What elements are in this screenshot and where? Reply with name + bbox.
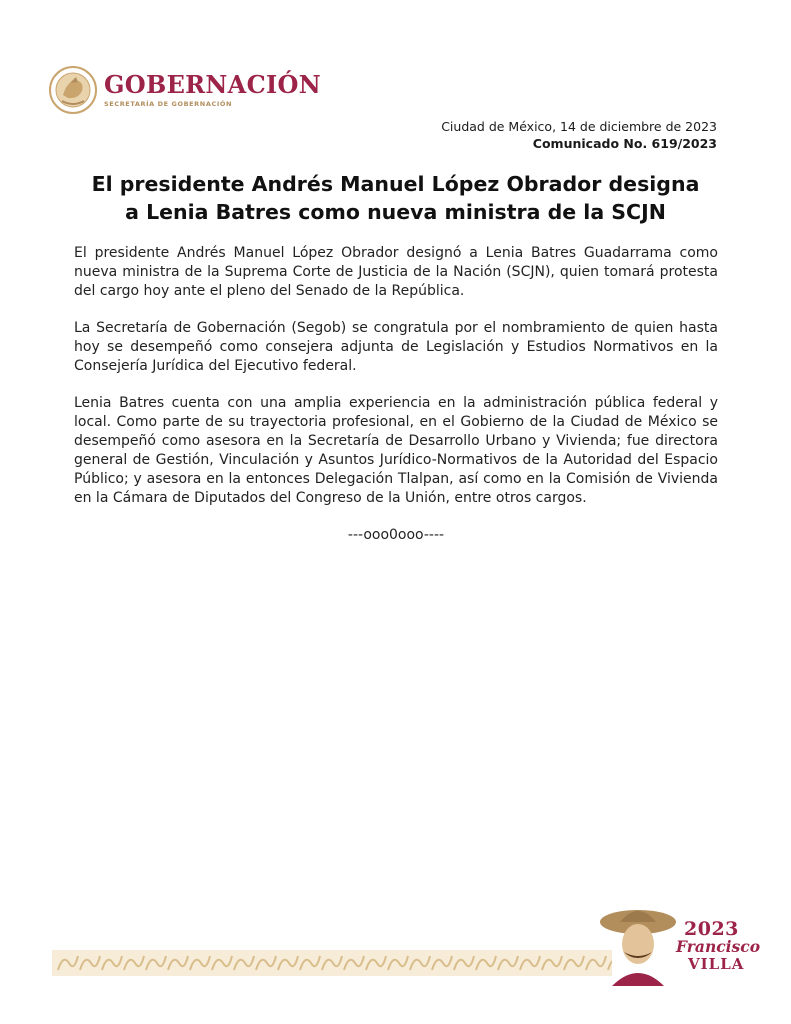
ministry-logo-subtitle: SECRETARÍA DE GOBERNACIÓN bbox=[104, 100, 232, 108]
anniversary-year: 2023 bbox=[684, 918, 739, 940]
paragraph-1: El presidente Andrés Manuel López Obrador designó a Lenia Batres Guadarrama como nueva ministra de la Suprema Corte de Justicia de la Nación (SCJN), quien tomará protesta del cargo hoy ante el pleno del Senado de la República. bbox=[74, 245, 718, 299]
press-release-title bbox=[60, 170, 731, 226]
anniversary-surname: VILLA bbox=[688, 955, 745, 973]
paragraph-2: La Secretaría de Gobernación (Segob) se congratula por el nombramiento de quien hasta hoy se desempeñó como consejera adjunta de Legislación y Estudios Normativos en la Consejería Jurídica del Ejecutivo federal. bbox=[74, 320, 718, 374]
release-number: Comunicado No. 619/2023 bbox=[532, 136, 717, 151]
release-meta bbox=[441, 118, 717, 152]
letterhead bbox=[48, 62, 321, 118]
title-line-1: El presidente Andrés Manuel López Obrador designa bbox=[91, 172, 700, 196]
closing-mark: ---ooo0ooo---- bbox=[347, 527, 445, 543]
anniversary-name: Francisco bbox=[676, 937, 761, 956]
title-line-2: a Lenia Batres como nueva ministra de la SCJN bbox=[125, 200, 666, 224]
press-release-body bbox=[74, 244, 718, 545]
decorative-pattern-border-icon bbox=[52, 950, 612, 976]
paragraph-3: Lenia Batres cuenta con una amplia experiencia en la administración pública federal y local. Como parte de su trayectoria profesional, en el Gobierno de la Ciudad de México se desempeñó como asesora en la Secretaría de Desarrollo Urbano y Vivienda; fue directora general de Gestión, Vinculación y Asuntos Jurídico-Normativos de la Autoridad del Espacio Público; y asesora en la entonces Delegación Tlalpan, así como en la Comisión de Vivienda en la Cámara de Diputados del Congreso de la Unión, entre otros cargos. bbox=[74, 395, 718, 506]
place-date: Ciudad de México, 14 de diciembre de 2023 bbox=[441, 119, 717, 134]
francisco-villa-portrait-icon bbox=[598, 900, 678, 986]
francisco-villa-2023-emblem bbox=[598, 900, 761, 990]
ministry-logo-title: GOBERNACIÓN bbox=[104, 70, 321, 99]
mexican-eagle-seal-icon bbox=[48, 65, 98, 115]
